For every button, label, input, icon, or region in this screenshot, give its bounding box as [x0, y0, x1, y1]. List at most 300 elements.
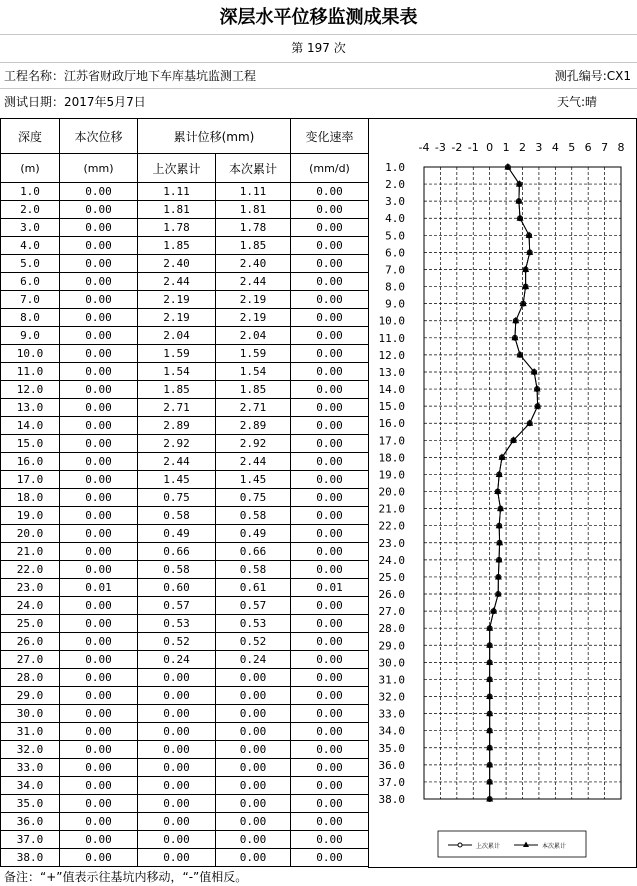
weather: 天气:晴: [556, 95, 597, 109]
table-row: [1, 183, 369, 201]
previous-cumulative-cell: 1.11: [138, 183, 216, 201]
change-rate-cell: 0.00: [291, 651, 369, 669]
previous-cumulative-cell: 0.00: [138, 831, 216, 849]
change-rate-cell: 0.00: [291, 489, 369, 507]
page-title: 深层水平位移监测成果表: [219, 7, 418, 28]
depth-cell: 11.0: [1, 363, 60, 381]
change-rate-cell: 0.00: [291, 705, 369, 723]
previous-cumulative-cell: 1.81: [138, 201, 216, 219]
previous-cumulative-cell: 2.92: [138, 435, 216, 453]
y-tick-label: 29.0: [378, 639, 405, 653]
change-rate-cell: 0.00: [291, 309, 369, 327]
y-tick-label: 11.0: [378, 331, 405, 345]
table-row: [1, 705, 369, 723]
y-tick-label: 23.0: [378, 536, 405, 550]
previous-cumulative-cell: 1.59: [138, 345, 216, 363]
previous-cumulative-cell: 1.85: [138, 381, 216, 399]
current-displacement-cell: 0.00: [60, 435, 138, 453]
previous-cumulative-cell: 0.58: [138, 507, 216, 525]
table-row: [1, 795, 369, 813]
x-tick-label: 6: [584, 141, 592, 154]
depth-cell: 17.0: [1, 471, 60, 489]
change-rate-cell: 0.00: [291, 291, 369, 309]
table-row: [1, 489, 369, 507]
this-cumulative-cell: 0.00: [216, 849, 291, 867]
this-cumulative-cell: 1.85: [216, 381, 291, 399]
this-cumulative-cell: 1.59: [216, 345, 291, 363]
y-tick-label: 21.0: [378, 502, 405, 516]
depth-cell: 3.0: [1, 219, 60, 237]
y-tick-label: 24.0: [378, 553, 405, 567]
y-tick-label: 15.0: [378, 400, 405, 414]
change-rate-cell: 0.00: [291, 453, 369, 471]
current-displacement-cell: 0.00: [60, 777, 138, 795]
this-cumulative-cell: 1.54: [216, 363, 291, 381]
table-row: [1, 417, 369, 435]
this-cumulative-cell: 0.61: [216, 579, 291, 597]
this-cumulative-cell: 0.00: [216, 723, 291, 741]
change-rate-cell: 0.00: [291, 417, 369, 435]
previous-cumulative-cell: 0.58: [138, 561, 216, 579]
depth-cell: 18.0: [1, 489, 60, 507]
y-tick-label: 4.0: [385, 212, 405, 226]
depth-cell: 24.0: [1, 597, 60, 615]
header-depth-unit: (m): [1, 154, 60, 183]
depth-cell: 15.0: [1, 435, 60, 453]
y-tick-label: 34.0: [378, 724, 405, 738]
change-rate-cell: 0.00: [291, 525, 369, 543]
this-cumulative-cell: 0.52: [216, 633, 291, 651]
depth-cell: 35.0: [1, 795, 60, 813]
y-tick-label: 22.0: [378, 519, 405, 533]
table-row: [1, 507, 369, 525]
y-tick-label: 13.0: [378, 365, 405, 379]
y-tick-label: 20.0: [378, 485, 405, 499]
this-cumulative-cell: 0.00: [216, 705, 291, 723]
current-displacement-cell: 0.00: [60, 309, 138, 327]
table-row: [1, 381, 369, 399]
y-tick-label: 25.0: [378, 570, 405, 584]
table-row: [1, 849, 369, 867]
x-tick-label: 3: [535, 141, 543, 154]
this-cumulative-cell: 0.00: [216, 777, 291, 795]
current-displacement-cell: 0.00: [60, 705, 138, 723]
change-rate-cell: 0.00: [291, 849, 369, 867]
table-row: [1, 687, 369, 705]
y-tick-label: 10.0: [378, 314, 405, 328]
change-rate-cell: 0.00: [291, 237, 369, 255]
x-tick-label: 0: [486, 141, 494, 154]
change-rate-cell: 0.00: [291, 201, 369, 219]
previous-cumulative-cell: 2.40: [138, 255, 216, 273]
current-displacement-cell: 0.01: [60, 579, 138, 597]
current-displacement-cell: 0.00: [60, 255, 138, 273]
table-row: [1, 435, 369, 453]
y-tick-label: 3.0: [385, 195, 405, 209]
change-rate-cell: 0.00: [291, 669, 369, 687]
previous-cumulative-cell: 0.00: [138, 741, 216, 759]
header-cumulative-displacement: 累计位移(mm): [138, 119, 291, 154]
current-displacement-cell: 0.00: [60, 633, 138, 651]
x-tick-label: -1: [467, 141, 479, 154]
current-displacement-cell: 0.00: [60, 795, 138, 813]
depth-cell: 7.0: [1, 291, 60, 309]
x-tick-label: -3: [434, 141, 446, 154]
current-displacement-cell: 0.00: [60, 813, 138, 831]
table-row: [1, 363, 369, 381]
y-tick-label: 5.0: [385, 229, 405, 243]
y-tick-label: 35.0: [378, 741, 405, 755]
this-cumulative-cell: 0.58: [216, 507, 291, 525]
this-cumulative-cell: 0.00: [216, 813, 291, 831]
this-cumulative-cell: 0.00: [216, 831, 291, 849]
table-row: [1, 291, 369, 309]
table-row: [1, 723, 369, 741]
test-date: 测试日期：2017年5月7日: [4, 95, 146, 109]
table-row: [1, 669, 369, 687]
depth-cell: 33.0: [1, 759, 60, 777]
this-cumulative-cell: 0.75: [216, 489, 291, 507]
previous-cumulative-cell: 0.24: [138, 651, 216, 669]
y-tick-label: 19.0: [378, 468, 405, 482]
this-cumulative-cell: 0.57: [216, 597, 291, 615]
legend-marker-previous: [458, 843, 462, 847]
previous-cumulative-cell: 0.00: [138, 705, 216, 723]
this-cumulative-cell: 0.58: [216, 561, 291, 579]
this-cumulative-cell: 1.85: [216, 237, 291, 255]
table-row: [1, 471, 369, 489]
table-row: [1, 615, 369, 633]
this-cumulative-cell: 2.19: [216, 309, 291, 327]
depth-cell: 22.0: [1, 561, 60, 579]
table-row: [1, 651, 369, 669]
change-rate-cell: 0.00: [291, 399, 369, 417]
current-displacement-cell: 0.00: [60, 849, 138, 867]
this-cumulative-cell: 1.78: [216, 219, 291, 237]
previous-cumulative-cell: 2.19: [138, 309, 216, 327]
this-cumulative-cell: 0.00: [216, 669, 291, 687]
this-cumulative-cell: 2.44: [216, 273, 291, 291]
change-rate-cell: 0.00: [291, 759, 369, 777]
x-tick-label: 7: [601, 141, 609, 154]
current-displacement-cell: 0.00: [60, 669, 138, 687]
table-row: [1, 579, 369, 597]
this-cumulative-cell: 0.49: [216, 525, 291, 543]
table-row: [1, 237, 369, 255]
header-previous-cumulative: 上次累计: [138, 154, 216, 183]
this-cumulative-cell: 1.11: [216, 183, 291, 201]
depth-cell: 36.0: [1, 813, 60, 831]
y-tick-label: 38.0: [378, 793, 405, 806]
table-row: [1, 741, 369, 759]
table-row: [1, 633, 369, 651]
table-row: [1, 831, 369, 849]
depth-cell: 13.0: [1, 399, 60, 417]
current-displacement-cell: 0.00: [60, 597, 138, 615]
legend-label-current: 本次累计: [542, 843, 567, 850]
previous-cumulative-cell: 0.66: [138, 543, 216, 561]
table-row: [1, 399, 369, 417]
depth-cell: 34.0: [1, 777, 60, 795]
y-tick-label: 26.0: [378, 588, 405, 602]
y-tick-label: 1.0: [385, 161, 405, 174]
measurement-count: 第 197 次: [291, 41, 346, 55]
current-displacement-cell: 0.00: [60, 273, 138, 291]
depth-cell: 19.0: [1, 507, 60, 525]
table-row: [1, 561, 369, 579]
previous-cumulative-cell: 0.60: [138, 579, 216, 597]
table-row: [1, 219, 369, 237]
previous-cumulative-cell: 0.75: [138, 489, 216, 507]
previous-cumulative-cell: 0.52: [138, 633, 216, 651]
table-row: [1, 345, 369, 363]
change-rate-cell: 0.00: [291, 813, 369, 831]
table-row: [1, 777, 369, 795]
change-rate-cell: 0.00: [291, 219, 369, 237]
y-tick-label: 17.0: [378, 434, 405, 448]
depth-cell: 28.0: [1, 669, 60, 687]
y-tick-label: 27.0: [378, 605, 405, 619]
change-rate-cell: 0.00: [291, 435, 369, 453]
y-tick-label: 12.0: [378, 348, 405, 362]
series-line-current: [490, 167, 538, 799]
table-row: [1, 543, 369, 561]
change-rate-cell: 0.00: [291, 327, 369, 345]
current-displacement-cell: 0.00: [60, 453, 138, 471]
change-rate-cell: 0.01: [291, 579, 369, 597]
depth-cell: 30.0: [1, 705, 60, 723]
current-displacement-cell: 0.00: [60, 471, 138, 489]
previous-cumulative-cell: 2.71: [138, 399, 216, 417]
depth-cell: 27.0: [1, 651, 60, 669]
change-rate-cell: 0.00: [291, 615, 369, 633]
depth-cell: 2.0: [1, 201, 60, 219]
table-row: [1, 453, 369, 471]
depth-cell: 21.0: [1, 543, 60, 561]
x-tick-label: -4: [418, 141, 430, 154]
x-tick-label: 2: [519, 141, 526, 154]
results-table: [0, 118, 369, 867]
depth-cell: 20.0: [1, 525, 60, 543]
this-cumulative-cell: 0.00: [216, 687, 291, 705]
table-row: [1, 813, 369, 831]
previous-cumulative-cell: 0.00: [138, 687, 216, 705]
current-displacement-cell: 0.00: [60, 507, 138, 525]
table-row: [1, 327, 369, 345]
previous-cumulative-cell: 0.00: [138, 759, 216, 777]
header-depth: 深度: [1, 119, 60, 154]
table-row: [1, 255, 369, 273]
table-row: [1, 525, 369, 543]
depth-cell: 37.0: [1, 831, 60, 849]
previous-cumulative-cell: 1.54: [138, 363, 216, 381]
this-cumulative-cell: 2.04: [216, 327, 291, 345]
change-rate-cell: 0.00: [291, 363, 369, 381]
current-displacement-cell: 0.00: [60, 417, 138, 435]
current-displacement-cell: 0.00: [60, 741, 138, 759]
change-rate-cell: 0.00: [291, 687, 369, 705]
this-cumulative-cell: 0.53: [216, 615, 291, 633]
y-tick-label: 28.0: [378, 622, 405, 636]
depth-cell: 26.0: [1, 633, 60, 651]
y-tick-label: 7.0: [385, 263, 405, 277]
y-tick-label: 31.0: [378, 673, 405, 687]
change-rate-cell: 0.00: [291, 633, 369, 651]
y-tick-label: 36.0: [378, 758, 405, 772]
depth-cell: 32.0: [1, 741, 60, 759]
previous-cumulative-cell: 0.00: [138, 777, 216, 795]
y-tick-label: 16.0: [378, 417, 405, 431]
header-current-displacement: 本次位移: [60, 119, 138, 154]
this-cumulative-cell: 1.81: [216, 201, 291, 219]
depth-cell: 14.0: [1, 417, 60, 435]
change-rate-cell: 0.00: [291, 381, 369, 399]
table-row: [1, 597, 369, 615]
x-tick-label: 1: [502, 141, 510, 154]
table-row: [1, 309, 369, 327]
y-tick-label: 8.0: [385, 280, 405, 294]
depth-cell: 1.0: [1, 183, 60, 201]
current-displacement-cell: 0.00: [60, 291, 138, 309]
current-displacement-cell: 0.00: [60, 525, 138, 543]
change-rate-cell: 0.00: [291, 255, 369, 273]
change-rate-cell: 0.00: [291, 273, 369, 291]
previous-cumulative-cell: 2.19: [138, 291, 216, 309]
change-rate-cell: 0.00: [291, 345, 369, 363]
current-displacement-cell: 0.00: [60, 687, 138, 705]
y-tick-label: 32.0: [378, 690, 405, 704]
x-tick-label: 8: [617, 141, 625, 154]
depth-cell: 25.0: [1, 615, 60, 633]
change-rate-cell: 0.00: [291, 561, 369, 579]
current-displacement-cell: 0.00: [60, 345, 138, 363]
x-tick-label: 4: [551, 141, 559, 154]
current-displacement-cell: 0.00: [60, 489, 138, 507]
previous-cumulative-cell: 1.78: [138, 219, 216, 237]
current-displacement-cell: 0.00: [60, 831, 138, 849]
change-rate-cell: 0.00: [291, 795, 369, 813]
current-displacement-cell: 0.00: [60, 183, 138, 201]
this-cumulative-cell: 2.19: [216, 291, 291, 309]
change-rate-cell: 0.00: [291, 543, 369, 561]
table-row: [1, 201, 369, 219]
this-cumulative-cell: 2.44: [216, 453, 291, 471]
current-displacement-cell: 0.00: [60, 543, 138, 561]
depth-cell: 16.0: [1, 453, 60, 471]
y-tick-label: 18.0: [378, 451, 405, 465]
current-displacement-cell: 0.00: [60, 561, 138, 579]
this-cumulative-cell: 2.92: [216, 435, 291, 453]
x-tick-label: -2: [451, 141, 463, 154]
previous-cumulative-cell: 2.04: [138, 327, 216, 345]
previous-cumulative-cell: 1.85: [138, 237, 216, 255]
depth-cell: 5.0: [1, 255, 60, 273]
depth-cell: 31.0: [1, 723, 60, 741]
change-rate-cell: 0.00: [291, 777, 369, 795]
this-cumulative-cell: 2.71: [216, 399, 291, 417]
current-displacement-cell: 0.00: [60, 327, 138, 345]
previous-cumulative-cell: 1.45: [138, 471, 216, 489]
this-cumulative-cell: 0.00: [216, 741, 291, 759]
current-displacement-cell: 0.00: [60, 399, 138, 417]
y-tick-label: 14.0: [378, 383, 405, 397]
header-current-unit: (mm): [60, 154, 138, 183]
this-cumulative-cell: 2.40: [216, 255, 291, 273]
this-cumulative-cell: 2.89: [216, 417, 291, 435]
legend-label-previous: 上次累计: [476, 843, 501, 850]
depth-cell: 23.0: [1, 579, 60, 597]
previous-cumulative-cell: 0.53: [138, 615, 216, 633]
table-row: [1, 759, 369, 777]
change-rate-cell: 0.00: [291, 507, 369, 525]
this-cumulative-cell: 0.00: [216, 795, 291, 813]
current-displacement-cell: 0.00: [60, 651, 138, 669]
current-displacement-cell: 0.00: [60, 363, 138, 381]
current-displacement-cell: 0.00: [60, 237, 138, 255]
previous-cumulative-cell: 0.57: [138, 597, 216, 615]
hole-number: 测孔编号:CX1: [554, 69, 631, 83]
table-row: [1, 273, 369, 291]
previous-cumulative-cell: 0.00: [138, 723, 216, 741]
previous-cumulative-cell: 2.89: [138, 417, 216, 435]
previous-cumulative-cell: 0.00: [138, 849, 216, 867]
this-cumulative-cell: 1.45: [216, 471, 291, 489]
current-displacement-cell: 0.00: [60, 759, 138, 777]
previous-cumulative-cell: 2.44: [138, 453, 216, 471]
depth-cell: 29.0: [1, 687, 60, 705]
y-tick-label: 30.0: [378, 656, 405, 670]
depth-cell: 9.0: [1, 327, 60, 345]
y-tick-label: 2.0: [385, 178, 405, 192]
change-rate-cell: 0.00: [291, 831, 369, 849]
this-cumulative-cell: 0.24: [216, 651, 291, 669]
previous-cumulative-cell: 0.00: [138, 795, 216, 813]
depth-cell: 8.0: [1, 309, 60, 327]
footnote: 备注：“+”值表示往基坑内移动，“-”值相反。: [4, 870, 248, 884]
change-rate-cell: 0.00: [291, 597, 369, 615]
header-change-rate: 变化速率: [291, 119, 369, 154]
project-name: 工程名称：江苏省财政厅地下车库基坑监测工程: [4, 69, 257, 83]
depth-cell: 4.0: [1, 237, 60, 255]
previous-cumulative-cell: 2.44: [138, 273, 216, 291]
header-this-cumulative: 本次累计: [216, 154, 291, 183]
y-tick-label: 33.0: [378, 707, 405, 721]
current-displacement-cell: 0.00: [60, 381, 138, 399]
depth-cell: 6.0: [1, 273, 60, 291]
depth-cell: 38.0: [1, 849, 60, 867]
x-tick-label: 5: [568, 141, 576, 154]
depth-cell: 10.0: [1, 345, 60, 363]
y-tick-label: 37.0: [378, 775, 405, 789]
current-displacement-cell: 0.00: [60, 219, 138, 237]
change-rate-cell: 0.00: [291, 723, 369, 741]
previous-cumulative-cell: 0.00: [138, 669, 216, 687]
current-displacement-cell: 0.00: [60, 615, 138, 633]
y-tick-label: 9.0: [385, 297, 405, 311]
displacement-chart: [368, 118, 637, 868]
previous-cumulative-cell: 0.00: [138, 813, 216, 831]
current-displacement-cell: 0.00: [60, 201, 138, 219]
header-rate-unit: (mm/d): [291, 154, 369, 183]
depth-cell: 12.0: [1, 381, 60, 399]
change-rate-cell: 0.00: [291, 471, 369, 489]
this-cumulative-cell: 0.66: [216, 543, 291, 561]
series-line-previous: [490, 167, 538, 799]
previous-cumulative-cell: 0.49: [138, 525, 216, 543]
current-displacement-cell: 0.00: [60, 723, 138, 741]
y-tick-label: 6.0: [385, 246, 405, 260]
change-rate-cell: 0.00: [291, 741, 369, 759]
